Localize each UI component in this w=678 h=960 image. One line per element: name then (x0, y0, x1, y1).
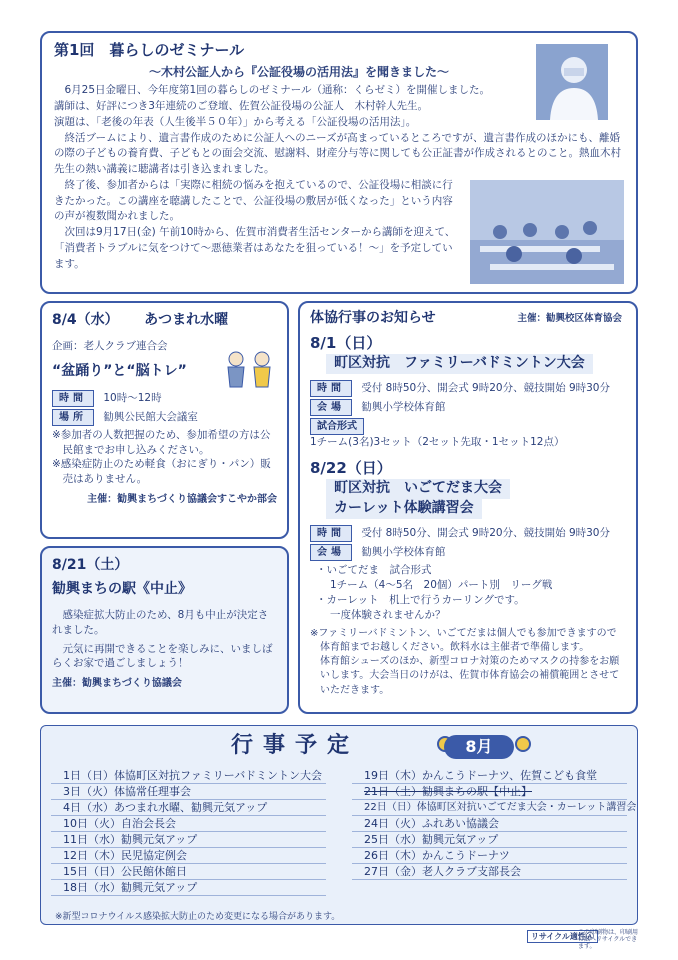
event2-line3: ・カーレット 机上で行うカーリングです。 (316, 593, 525, 606)
schedule-note: ※新型コロナウイルス感染拡大防止のため変更になる場合があります。 (55, 912, 341, 922)
event1-form: 1チーム(3名)3セット（2セット先取・1セット12点） (310, 436, 565, 449)
eki-date: 8/21（土） (52, 557, 129, 573)
taikyo-note1: ※ファミリーバドミントン、いごてだまは個人でも参加できますので体育館までお越しください。飲料水は主催者で準備します。 (310, 627, 617, 653)
eki-host: 主催：勧興まちづくり協議会 (52, 678, 182, 690)
atsumare-place: 勧興公民館大会議室 (103, 410, 198, 423)
seminar-p2: 講師は、好評につき3年連続のご登壇、佐賀公証役場の公証人 木村幹人先生。 (54, 100, 428, 113)
seminar-p5: 終了後、参加者からは「実際に相続の悩みを抱えているので、公証役場に相談に行きたかった。この講座を聴講したことで、公証役場の敷居が低くなった」という内容の声が複数聞かれました。 (54, 178, 453, 223)
event2-line2: 1チーム（4～5名 20個）パート別 リーグ戦 (330, 579, 553, 592)
recycle-note: この印刷物は、印刷用の紙へリサイクルできます。 (578, 929, 639, 951)
atsumare-note2: ※感染症防止のため軽食（おにぎり・パン）販売はありません。 (52, 458, 271, 486)
seminar-p1: 6月25日金曜日、今年度第1回の暮らしのゼミナール（通称：くらゼミ）を開催しました。 (64, 84, 491, 97)
schedule-item: 12日（木）民児協定例会 (51, 848, 326, 864)
event1-date: 8/1（日） (310, 334, 382, 352)
schedule-item: 11日（水）勧興元気アップ (51, 832, 326, 848)
atsumare-host: 主催：勧興まちづくり協議会すこやか部会 (87, 494, 277, 506)
schedule-title: 行事予定 (231, 733, 360, 758)
eki-section (40, 546, 289, 714)
taikyo-header (310, 309, 626, 331)
schedule-item: 4日（水）あつまれ水曜、勧興元気アップ (51, 800, 326, 816)
lecturer-photo (536, 44, 608, 120)
seminar-title: 第1回 暮らしのゼミナール (54, 41, 245, 59)
schedule-left-column (51, 768, 326, 896)
sunflower-icon (515, 736, 531, 752)
event2-date: 8/22（日） (310, 459, 392, 478)
dancing-kids-icon (220, 347, 280, 402)
time-label: 時間 (310, 380, 352, 397)
event1-place-row (310, 399, 626, 416)
schedule-item: 26日（木）かんこうドーナツ (352, 848, 627, 864)
schedule-header (41, 726, 637, 766)
schedule-item: 3日（火）体協常任理事会 (51, 784, 326, 800)
atsumare-section (40, 301, 289, 539)
event2-title2: カーレット体験講習会 (326, 499, 482, 519)
event2-time: 受付 8時50分、開会式 9時20分、競技開始 9時30分 (361, 527, 610, 540)
event2-place: 勧興小学校体育館 (361, 546, 446, 559)
eki-p2: 元気に再開できることを楽しみに、いましばらくお家で過ごしましょう！ (52, 642, 273, 670)
recycle-mark: リサイクル適性Ⓐ (527, 930, 598, 943)
place-label: 場所 (52, 409, 94, 426)
seminar-p3: 演題は、「老後の年表（人生後半５０年）」から考える「公証役場の活用法」。 (54, 115, 417, 128)
schedule-item: 15日（日）公民館休館日 (51, 864, 326, 880)
atsumare-heading (52, 311, 277, 331)
event2-time-row (310, 525, 626, 542)
seminar-p4: 終活ブームにより、遺言書作成のために公証人へのニーズが高まっているところですが、遺言書作成のほかにも、離婚の際の子どもの養育費、子どもとの面会交流、慰謝料、財産分与等に関しても公正証書が作成されるとのこと。熱血木村先生の熱い講義に聴講者は引き込まれました。 (54, 131, 621, 176)
schedule-item: 1日（日）体協町区対抗ファミリーバドミントン大会 (51, 768, 326, 784)
event2-line4: 一度体験されませんか？ (330, 608, 446, 621)
atsumare-place-row (52, 409, 277, 426)
schedule-item: 18日（水）勧興元気アップ (51, 880, 326, 896)
eki-p1: 感染症拡大防止のため、8月も中止が決定されました。 (52, 608, 269, 636)
eki-name: 勧興まちの駅《中止》 (52, 580, 192, 597)
atsumare-date: 8/4（水） (52, 312, 119, 328)
time-label: 時間 (52, 390, 94, 407)
event2-place-row (310, 544, 626, 561)
atsumare-name: あつまれ水曜 (144, 312, 229, 328)
taikyo-title: 体協行事のお知らせ (310, 310, 436, 326)
schedule-item-cancelled: 21日（土）勧興まちの駅【中止】 (352, 784, 627, 800)
place-label: 会場 (310, 399, 352, 416)
schedule-item: 27日（金）老人クラブ支部長会 (352, 864, 627, 880)
seminar-subtitle: ～木村公証人から『公証役場の活用法』を聞きました～ (148, 65, 449, 80)
schedule-section (40, 725, 638, 925)
time-label: 時間 (310, 525, 352, 542)
taikyo-host: 主催：勧興校区体育協会 (517, 313, 622, 324)
atsumare-time: 10時～12時 (103, 391, 162, 404)
schedule-month: 8月 (444, 735, 514, 759)
place-label: 会場 (310, 544, 352, 561)
schedule-right-column (352, 768, 637, 880)
schedule-item: 10日（火）自治会長会 (51, 816, 326, 832)
schedule-item: 25日（水）勧興元気アップ (352, 832, 627, 848)
atsumare-organizer: 企画：老人クラブ連合会 (52, 339, 168, 352)
event1-time-row (310, 380, 626, 397)
event2-line1: ・いごてだま 試合形式 (316, 564, 432, 577)
event1-title: 町区対抗 ファミリーバドミントン大会 (326, 354, 593, 374)
taikyo-note2: 体育館シューズのほか、新型コロナ対策のためマスクの持参をお願いします。大会当日のけがは、佐賀市体育協会の補償範囲とさせていただきます。 (320, 656, 620, 696)
event1-time: 受付 8時50分、開会式 9時20分、競技開始 9時30分 (361, 382, 610, 395)
event1-place: 勧興小学校体育館 (361, 401, 446, 414)
form-label: 試合形式 (310, 418, 364, 435)
event1-form-row (310, 418, 626, 450)
seminar-p6: 次回は9月17日(金) 午前10時から、佐賀市消費者生活センターから講師を迎えて、「消費者トラブルに気をつけて～悪徳業者はあなたを狙っている！～」を予定しています。 (54, 226, 456, 270)
schedule-item: 19日（木）かんこうドーナツ、佐賀こども食堂 (352, 768, 627, 784)
audience-photo (470, 180, 624, 284)
atsumare-theme: “盆踊り”と“脳トレ” (52, 362, 187, 379)
atsumare-note1: ※参加者の人数把握のため、参加希望の方は公民館までお申し込みください。 (52, 428, 271, 456)
schedule-item: 22日（日）体協町区対抗いごてだま大会・カーレット講習会 (352, 800, 627, 816)
taikyo-section (298, 301, 638, 714)
schedule-item: 24日（火）ふれあい協議会 (352, 816, 627, 832)
event2-title1: 町区対抗 いごてだま大会 (326, 479, 510, 499)
